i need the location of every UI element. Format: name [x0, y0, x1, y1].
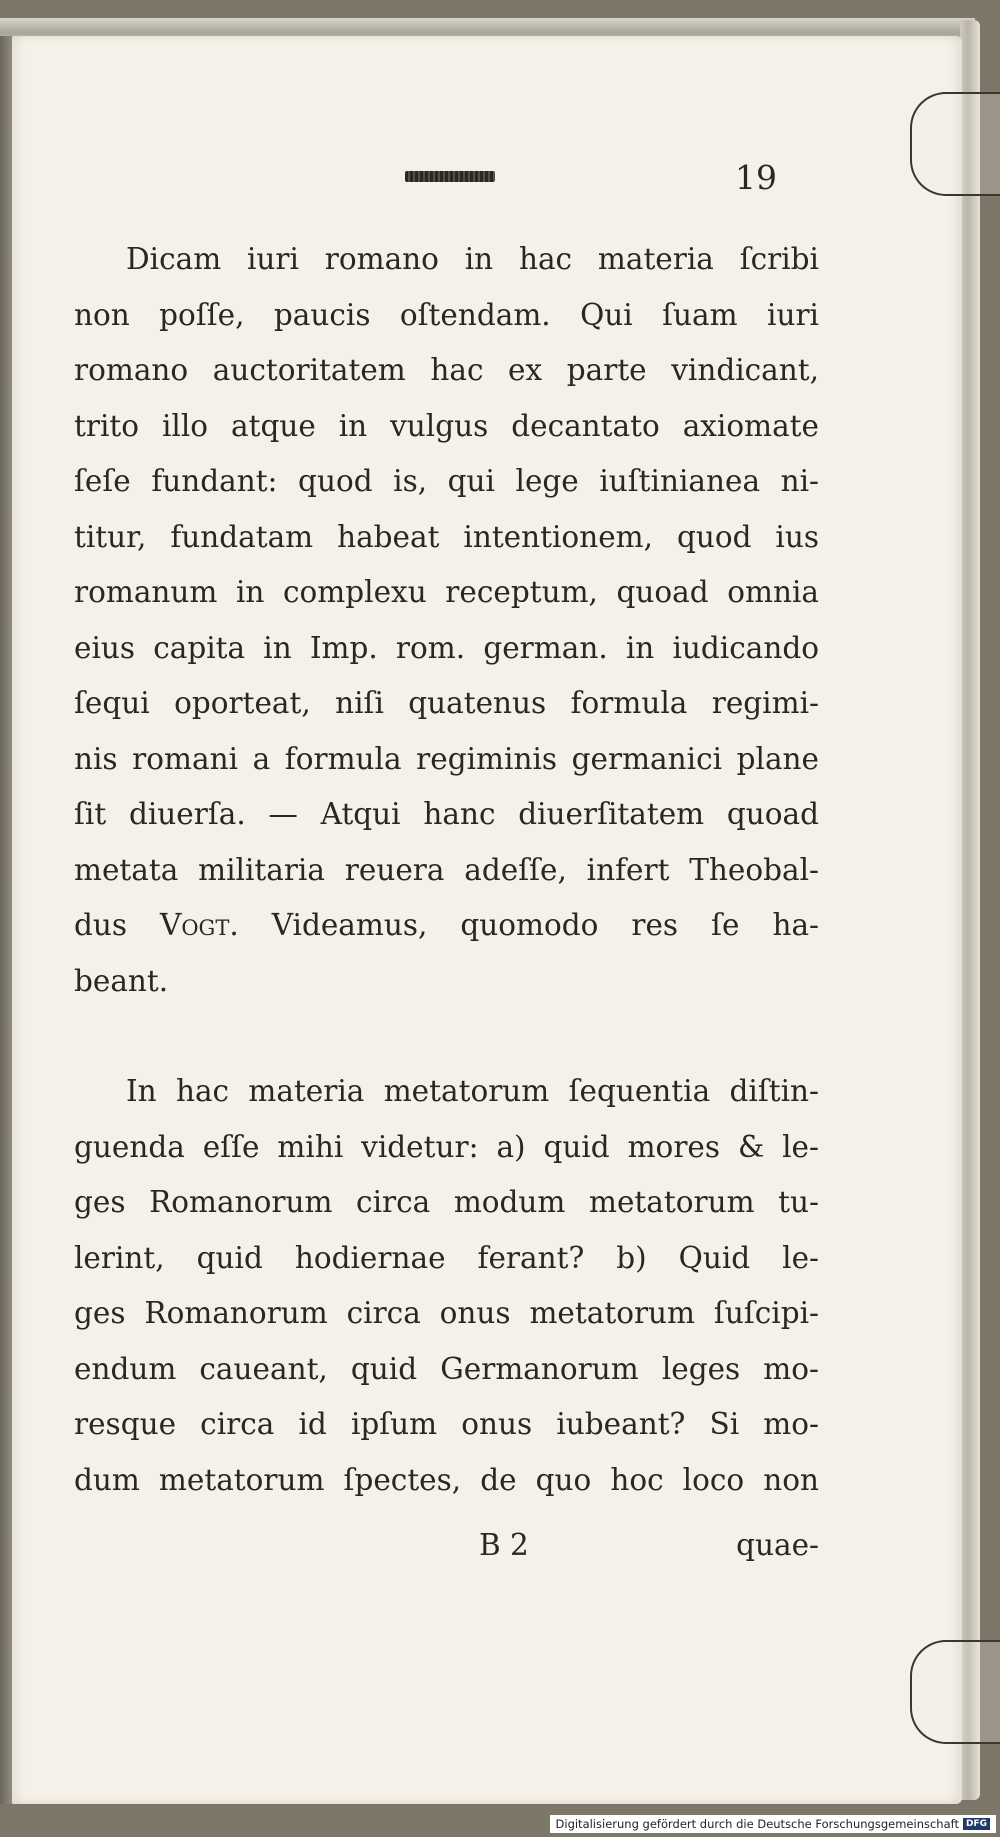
page-footer: [74, 1528, 819, 1578]
text-line: ſeſe fundant: quod is, qui lege iuſtinianea ni-: [74, 464, 819, 498]
header-ornament: [405, 171, 495, 182]
text-line: romano auctoritatem hac ex parte vindicant,: [74, 353, 819, 387]
text-fragment: dus: [74, 908, 161, 942]
text-line: beant.: [74, 963, 169, 998]
text-line: lerint, quid hodiernae ferant? b) Quid le-: [74, 1240, 819, 1275]
text-line: ſequi oporteat, niſi quatenus formula regimi-: [74, 686, 819, 720]
dfg-credit-text: Digitalisierung gefördert durch die Deutsche Forschungsgemeinschaft: [555, 1817, 959, 1831]
text-line: eius capita in Imp. rom. german. in iudicando: [74, 630, 819, 665]
dfg-credit-bar: [550, 1815, 996, 1833]
text-line: metata militaria reuera adeſſe, infert Theobal-: [74, 852, 819, 887]
text-line: nis romani a formula regiminis germanici plane: [74, 741, 819, 776]
text-line: dum metatorum ſpectes, de quo hoc loco non: [74, 1462, 819, 1497]
page-clamp-top: [910, 92, 1000, 196]
paragraph-2: [74, 1064, 819, 1508]
text-line: trito illo atque in vulgus decantato axiomate: [74, 408, 819, 443]
text-line: resque circa id ipſum onus iubeant? Si mo-: [74, 1407, 819, 1441]
text-line: endum caueant, quid Germanorum leges mo-: [74, 1351, 819, 1386]
signature-mark: B 2: [479, 1528, 529, 1562]
page-clamp-bottom: [910, 1640, 1000, 1744]
paragraph-1: [74, 232, 819, 1009]
text-line: guenda eſſe mihi videtur: a) quid mores & le-: [74, 1129, 819, 1164]
body-text: [74, 232, 819, 1508]
text-line: Dicam iuri romano in hac materia ſcribi: [126, 242, 819, 276]
text-line: romanum in complexu receptum, quoad omnia: [74, 575, 819, 609]
text-line: ges Romanorum circa modum metatorum tu-: [74, 1185, 819, 1219]
page-number: 19: [735, 158, 777, 197]
text-line: In hac materia metatorum ſequentia diſtin-: [126, 1074, 819, 1108]
text-fragment: . Videamus, quomodo res ſe ha-: [229, 908, 819, 942]
author-name: Vogt: [160, 908, 230, 942]
text-line: titur, fundatam habeat intentionem, quod ius: [74, 519, 819, 554]
text-line: ges Romanorum circa onus metatorum ſuſcipi-: [74, 1296, 819, 1330]
text-line: non poſſe, paucis oſtendam. Qui ſuam iuri: [74, 297, 819, 332]
text-line: ſit diuerſa. — Atqui hanc diuerſitatem quoad: [74, 797, 819, 831]
dfg-logo: DFG: [963, 1818, 990, 1830]
text-line: [74, 898, 819, 954]
book-fore-edge: [960, 20, 980, 1800]
catchword: quae-: [736, 1528, 819, 1562]
